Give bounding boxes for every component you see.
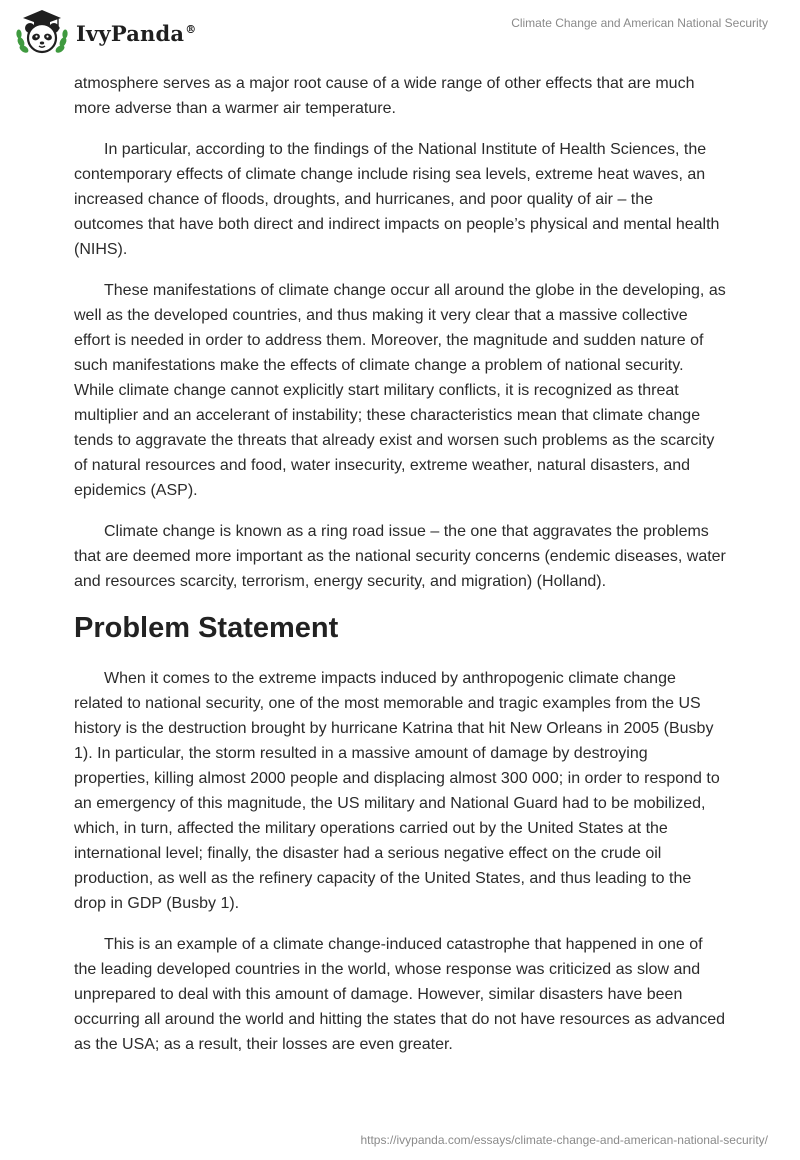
source-url[interactable]: https://ivypanda.com/essays/climate-change-and-american-national-security/ [360, 1133, 768, 1147]
page-header [0, 0, 800, 70]
paragraph: When it comes to the extreme impacts induced by anthropogenic climate change related to national security, one of the most memorable and tragic examples from the US history is the destruction brought by hurricane Katrina that hit New Orleans in 2005 (Busby 1). In particular, the storm resulted in a massive amount of damage by destroying properties, killing almost 2000 people and displacing almost 300 000; in order to respond to an emergency of this magnitude, the US military and National Guard had to be mobilized, which, in turn, affected the military operations carried out by the United States at the international level; finally, the disaster had a serious negative effect on the crude oil production, as well as the refinery capacity of the United States, and thus leading to the drop in GDP (Busby 1). [74, 670, 720, 912]
brand-name: IvyPanda® [76, 20, 197, 46]
paragraph-continuation: atmosphere serves as a major root cause of a wide range of other effects that are much more adverse than a warmer air temperature. [74, 75, 695, 117]
document-title: Climate Change and American National Security [511, 16, 768, 30]
registered-mark: ® [185, 22, 197, 36]
paragraph: This is an example of a climate change-induced catastrophe that happened in one of the leading developed countries in the world, whose response was criticized as slow and unprepared to deal with this amount of damage. However, similar disasters have been occurring all around the world and hitting the states that do not have resources as advanced as the USA; as a result, their losses are even greater. [74, 936, 726, 1053]
essay-body [74, 71, 726, 1073]
paragraph: Climate change is known as a ring road issue – the one that aggravates the problems that are deemed more important as the national security concerns (endemic diseases, water and resources scarcity, terrorism, energy security, and migration) (Holland). [74, 523, 726, 590]
paragraph: In particular, according to the findings of the National Institute of Health Sciences, the contemporary effects of climate change include rising sea levels, extreme heat waves, an increased chance of floods, droughts, and hurricanes, and poor quality of air – the outcomes that have both direct and indirect impacts on people’s physical and mental health (NIHS). [74, 141, 720, 258]
panda-graduate-icon [14, 8, 70, 56]
section-heading: Problem Statement [74, 612, 339, 644]
paragraph: These manifestations of climate change occur all around the globe in the developing, as well as the developed countries, and thus making it very clear that a massive collective effort is needed in order to address them. Moreover, the magnitude and sudden nature of such manifestations make the effects of climate change a problem of national security. While climate change cannot explicitly start military conflicts, it is recognized as threat multiplier and an accelerant of instability; these characteristics mean that climate change tends to aggravate the threats that already exist and worsen such problems as the scarcity of natural resources and food, water insecurity, extreme weather, natural disasters, and epidemics (ASP). [74, 282, 726, 499]
ivypanda-logo[interactable] [14, 8, 196, 56]
